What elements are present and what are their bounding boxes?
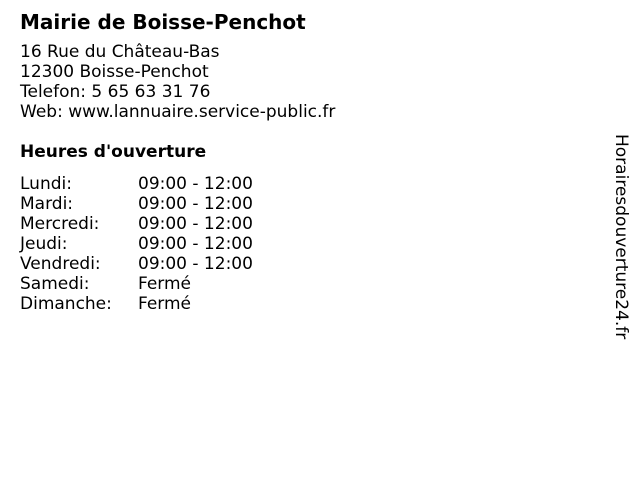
hours-row-saturday (20, 274, 580, 294)
site-watermark-text: Horairesdouverture24.fr (611, 134, 631, 340)
day-label: Samedi: (20, 274, 90, 294)
hours-row-thursday (20, 234, 580, 254)
time-value: Fermé (138, 274, 192, 294)
time-value: 09:00 - 12:00 (138, 174, 253, 194)
address-block (20, 42, 580, 122)
business-card (20, 10, 580, 314)
hours-row-tuesday (20, 194, 580, 214)
day-label: Mercredi: (20, 214, 100, 234)
hours-row-sunday (20, 294, 580, 314)
city-address: 12300 Boisse-Penchot (20, 62, 209, 82)
day-label: Dimanche: (20, 294, 112, 314)
time-value: 09:00 - 12:00 (138, 214, 253, 234)
time-value: 09:00 - 12:00 (138, 234, 253, 254)
day-label: Lundi: (20, 174, 72, 194)
website: Web: www.lannuaire.service-public.fr (20, 102, 336, 122)
site-watermark (608, 134, 634, 346)
opening-hours-title: Heures d'ouverture (20, 142, 207, 162)
hours-row-friday (20, 254, 580, 274)
time-value: Fermé (138, 294, 192, 314)
hours-row-wednesday (20, 214, 580, 234)
street-address: 16 Rue du Château-Bas (20, 42, 220, 62)
page-title: Mairie de Boisse-Penchot (20, 10, 306, 34)
hours-row-monday (20, 174, 580, 194)
day-label: Mardi: (20, 194, 74, 214)
time-value: 09:00 - 12:00 (138, 194, 253, 214)
day-label: Vendredi: (20, 254, 101, 274)
day-label: Jeudi: (20, 234, 68, 254)
time-value: 09:00 - 12:00 (138, 254, 253, 274)
opening-hours-table (20, 174, 580, 314)
phone-number: Telefon: 5 65 63 31 76 (20, 82, 211, 102)
